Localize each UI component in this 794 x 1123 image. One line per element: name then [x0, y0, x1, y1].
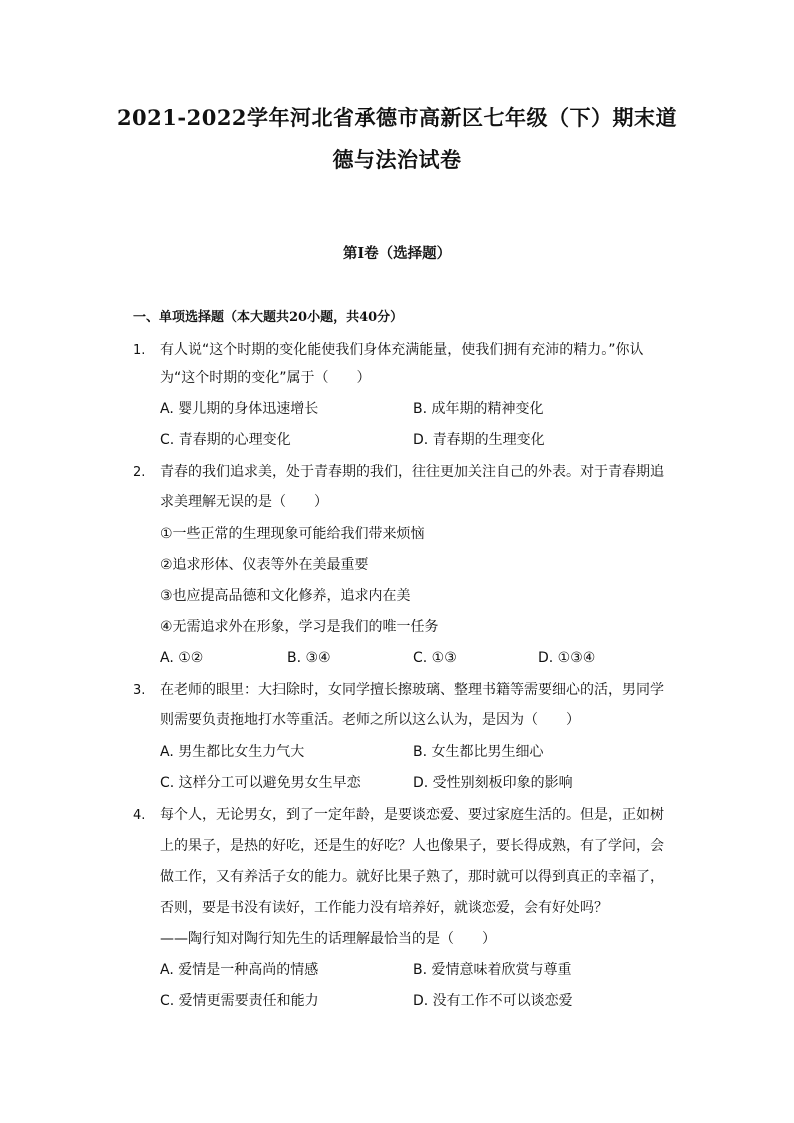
question-2-statement-2: ②追求形体、仪表等外在美最重要 [160, 557, 369, 573]
question-2-number: 2. [133, 465, 146, 480]
question-2-option-a: A. ①② [160, 650, 204, 666]
question-1-stem-line: 为“这个时期的变化”属于（ ） [160, 370, 371, 386]
exam-title-line-2: 德与法治试卷 [332, 147, 462, 172]
question-2-statement-4: ④无需追求外在形象，学习是我们的唯一任务 [160, 619, 439, 635]
question-2-stem-line: 青春的我们追求美，处于青春期的我们，往往更加关注自己的外表。对于青春期追 [160, 464, 664, 480]
question-4-stem-line: 做工作，又有养活子女的能力。就好比果子熟了，那时就可以得到真正的幸福了， [160, 869, 664, 885]
section-heading: 第Ⅰ卷（选择题） [342, 245, 452, 262]
question-2-statement-1: ①一些正常的生理现象可能给我们带来烦恼 [160, 526, 425, 542]
question-4-stem-line: 上的果子，是热的好吃，还是生的好吃？人也像果子，要长得成熟，有了学问，会 [160, 838, 664, 854]
question-4-stem-line: ——陶行知对陶行知先生的话理解最恰当的是（ ） [160, 931, 496, 947]
exam-title [100, 97, 694, 181]
question-1-stem-line: 有人说“这个时期的变化能使我们身体充满能量，使我们拥有充沛的精力。”你认 [160, 342, 644, 358]
exam-title-line-1: 2021-2022学年河北省承德市高新区七年级（下）期末道 [116, 105, 678, 130]
question-1-number: 1. [133, 343, 146, 358]
question-4-number: 4. [133, 808, 146, 823]
question-3-stem-line: 在老师的眼里：大扫除时，女同学擅长擦玻璃、整理书籍等需要细心的活，男同学 [160, 682, 664, 698]
question-3-number: 3. [133, 683, 146, 698]
question-3-option-a: A. 男生都比女生力气大 [160, 744, 305, 760]
question-2-option-c: C. ①③ [413, 650, 457, 666]
question-1-option-b: B. 成年期的精神变化 [413, 401, 544, 417]
question-4-option-a: A. 爱情是一种高尚的情感 [160, 962, 319, 978]
question-4-option-d: D. 没有工作不可以谈恋爱 [413, 993, 573, 1009]
question-3-option-b: B. 女生都比男生细心 [413, 744, 544, 760]
question-4-option-b: B. 爱情意味着欣赏与尊重 [413, 962, 572, 978]
question-3-stem-line: 则需要负责拖地打水等重活。老师之所以这么认为，是因为（ ） [160, 712, 580, 728]
question-1-option-c: C. 青春期的心理变化 [160, 432, 291, 448]
question-4-stem-line: 否则，要是书没有读好，工作能力没有培养好，就谈恋爱，会有好处吗？ [160, 900, 608, 916]
part-heading: 一、单项选择题（本大题共20小题，共40分） [133, 310, 404, 325]
question-2-statement-3: ③也应提高品德和文化修养，追求内在美 [160, 588, 411, 604]
question-4-option-c: C. 爱情更需要责任和能力 [160, 993, 319, 1009]
question-1-option-d: D. 青春期的生理变化 [413, 432, 545, 448]
question-2-option-b: B. ③④ [287, 650, 331, 666]
question-1-option-a: A. 婴儿期的身体迅速增长 [160, 401, 319, 417]
question-2-option-d: D. ①③④ [538, 650, 596, 666]
question-3-option-c: C. 这样分工可以避免男女生早恋 [160, 775, 361, 791]
question-4-stem-line: 每个人，无论男女，到了一定年龄，是要谈恋爱、要过家庭生活的。但是，正如树 [160, 807, 664, 823]
question-3-option-d: D. 受性别刻板印象的影响 [413, 775, 573, 791]
question-2-stem-line: 求美理解无误的是（ ） [160, 494, 328, 510]
